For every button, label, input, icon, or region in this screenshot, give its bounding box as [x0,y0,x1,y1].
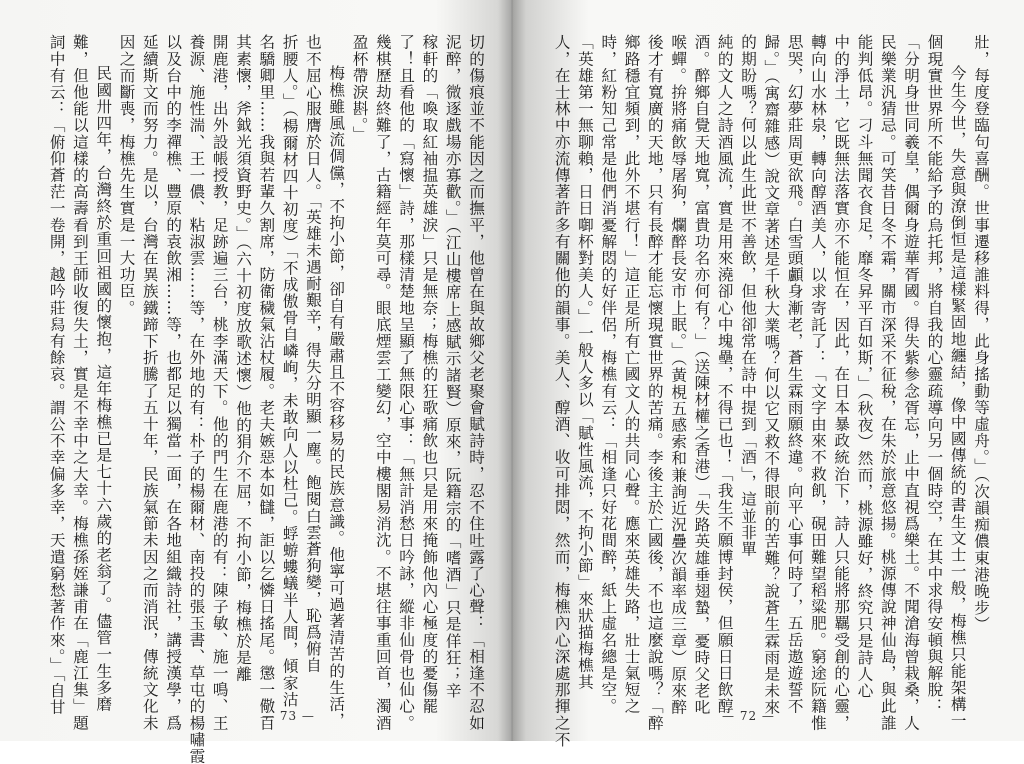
text-column: 「分明身世同羲皇，偶爾身遊華胥國。得失紫參念胥忘，止中直視爲樂土。不聞滄海曾栽桑，人 [902,34,921,732]
text-column: 鄉路穩宜頻到，此外不堪行！」這正是所有亡國文人的共同心聲。應來英雄失路，壯士氣短之 [622,34,641,715]
text-column: 開鹿港，出外設帳授教，足跡遍三台，桃李滿天下。他的門生在鹿港的有：陳子敏、施一鳴、王 [210,34,229,732]
text-column: 思哭，幻夢莊周更欲飛。白雪頭顱身漸老，蒼生霖雨願終違。向平心事何時了，五岳遨遊誓不 [785,34,804,715]
text-column: 民樂業汎猜忌。可笑昔日冬不霜，關市深采不征稅，在朱於旅意悠揚。桃源傳說神仙島，與此誰 [878,34,897,732]
text-column: 其素懷，斧鉞光須資野史。」（六十初度放歌述懷）他的狷介不屈，不拘小節，梅樵於是離 [234,34,253,683]
text-column: 以及台中的李禪樵、豐原的袁飲湘……等，也都足以獨當一面，在各地組織詩社，講授漢學，爲 [164,34,183,732]
text-column: 因之而斷喪，梅樵先生實是一大功臣。 [117,34,136,317]
text-column: 的期盼嗎？何以此生此世不善飲，但他卻常在詩中提到「酒」，這並非單 [739,34,758,558]
text-column: 人，在士林中亦流傳著許多有關他的韻事。美人、醇酒、收可排悶，然而，梅樵內心深處那揮之不 [552,34,571,748]
text-column: 稼軒的「喚取紅袖揾英雄淚」只是無奈；梅樵的狂歌痛飲也只是用來掩飾他內心極度的憂傷罷 [420,34,439,715]
right-page [512,0,1024,748]
left-page-number: — 73 — [262,709,315,723]
text-column: 折腰人。」（楊爾材四十初度）「不成傲骨自嶙峋，未敢向人以杜己。蜉蝣螻蟻半人間，傾家沽 [280,34,299,708]
text-column: 泥醉，微逐戲場亦寡歡。」（江山樓席上感賦示諸賢）原來，阮籍宗的「嗜酒」只是佯狂；辛 [443,34,462,699]
text-column: 延續斯文而努力。是以，台灣在異族鐵蹄下折騰了五十年，民族氣節未因之而消泯，傳統文化未 [140,34,159,732]
text-column: 也不屈心服膺於日人。「英雄未遇耐艱辛，得失分明顯一塵。飽閱白雲蒼狗變，恥爲俯自 [303,34,322,674]
text-column: 名驕卿里……我與若輩久割席，防衛穢氣沾杖履。老夫嫉惡本如讎，詎以乞憐日搖尾。懲一儆百 [257,34,276,732]
text-column: 酒。醉鄉自覺天地寬，富貴功名亦何有？」（送陳材權之香港）「失路英雄垂翅蟄，憂時父老叱 [692,34,711,716]
text-column: 幾棋歷劫終難了，古籍經年莫可尋。眼底煙雲工變幻，空中樓閣易消沈。不堪往事重回首，濁酒 [373,34,392,732]
text-column: 轉向山水林泉，轉向醇酒美人，以求寄託了：「文字由來不救飢，硯田難望稻粱肥。窮途阮籍惟 [808,34,827,732]
text-column: 壯，每度登臨句喜酬。世事遷移誰料得，此身搖動等虛舟。」（次韻痴儂東港晚步） [972,34,990,633]
text-column: 個現實世界所不能給予的烏托邦，將自我的心靈疏導向另一個時空，在其中求得安頓與解脫： [925,34,944,715]
text-column: 切的傷痕並不能因之而撫平，他曾在與故鄉父老聚會賦詩時，忍不住吐露了心聲：「相逢不忍如 [467,34,485,732]
text-column: 能判低昂。刁斗無聞衣食足，靡冬昇平百如斯，」（秋夜）然而，桃源雖好，終究只是詩人心 [855,34,874,699]
text-column: 後才有寬廣的天地，只有長醉才能忘懷現實世界的苦痛。李後主於亡國後，不也這麼說嗎？「醉 [645,34,664,732]
text-column: 詞中有云：「俯仰蒼茫一卷開，越吟莊舄有餘哀。謂公不幸偏多幸，天遣窮愁著作來。」「自甘 [47,34,66,716]
text-column: 中的淨土，它既無法落實亦不能恒在，因此，在日本暴政統治下，詩人只能將那羈受創的心靈， [832,34,851,732]
text-column: 養源、施性湍、王一儂、粘淑雲……等，在外地的有：朴子的楊爾材、南投的張玉書、草屯的楊嘯霞 [187,34,206,764]
text-column: 民國卅四年，台灣終於重回祖國的懷抱，這年梅樵已是七十六歲的老翁了。儘管一生多磨 [94,65,113,713]
text-column: 歸。」（寓齋雜感）說文章著述是千秋大業嗎？何以它又救不得眼前的苦難？說蒼生霖雨是未來 [762,34,781,716]
text-column: 難，但他能以這樣的高壽看到王師收復失土，實是不幸中之大幸。梅樵孫姪謙甫在「鹿江集」題 [70,34,89,732]
right-page-number: — 72 — [722,709,775,723]
text-column: 梅樵雖風流倜儻，不拘小節，卻自有嚴肅且不容移易的民族意識。他寧可過著清苦的生活， [327,65,346,730]
text-column: 今生今世，失意與潦倒恒是這樣緊固地纏結，像中國傳統的書生文士一般，梅樵只能架構一 [948,65,967,730]
book-gutter-shadow [498,0,526,741]
text-column: 喉蟬。拚將痛飲辱屠狗，爛醉長安市上眠。」（黃梘五感索和兼詢近況疊次韻率成三章）原來醉 [669,34,688,716]
text-column: 了！且看他的「寫懷」詩，那樣清楚地呈顯了無限心事：「無計消愁日吟詠，縱非仙骨也仙心。 [397,34,416,732]
text-column: 「英雄第一無聊賴，日日啣杯對美人。」一般人多以「賦性風流，不拘小節」來狀描梅樵其 [575,34,594,691]
text-column: 盈杯帶淚斟。」 [350,34,369,143]
text-column: 時，紅粉知己常是他們消憂解悶的好伴侶，梅樵有云：「相逢只好花間醉，紙上虛名總是空。 [599,34,618,715]
text-column: 純的文人之詩酒風流，實是用來澆卻心中塊壘，不得已也！「我生不願博封侯，但願日日飲醇 [715,34,734,715]
